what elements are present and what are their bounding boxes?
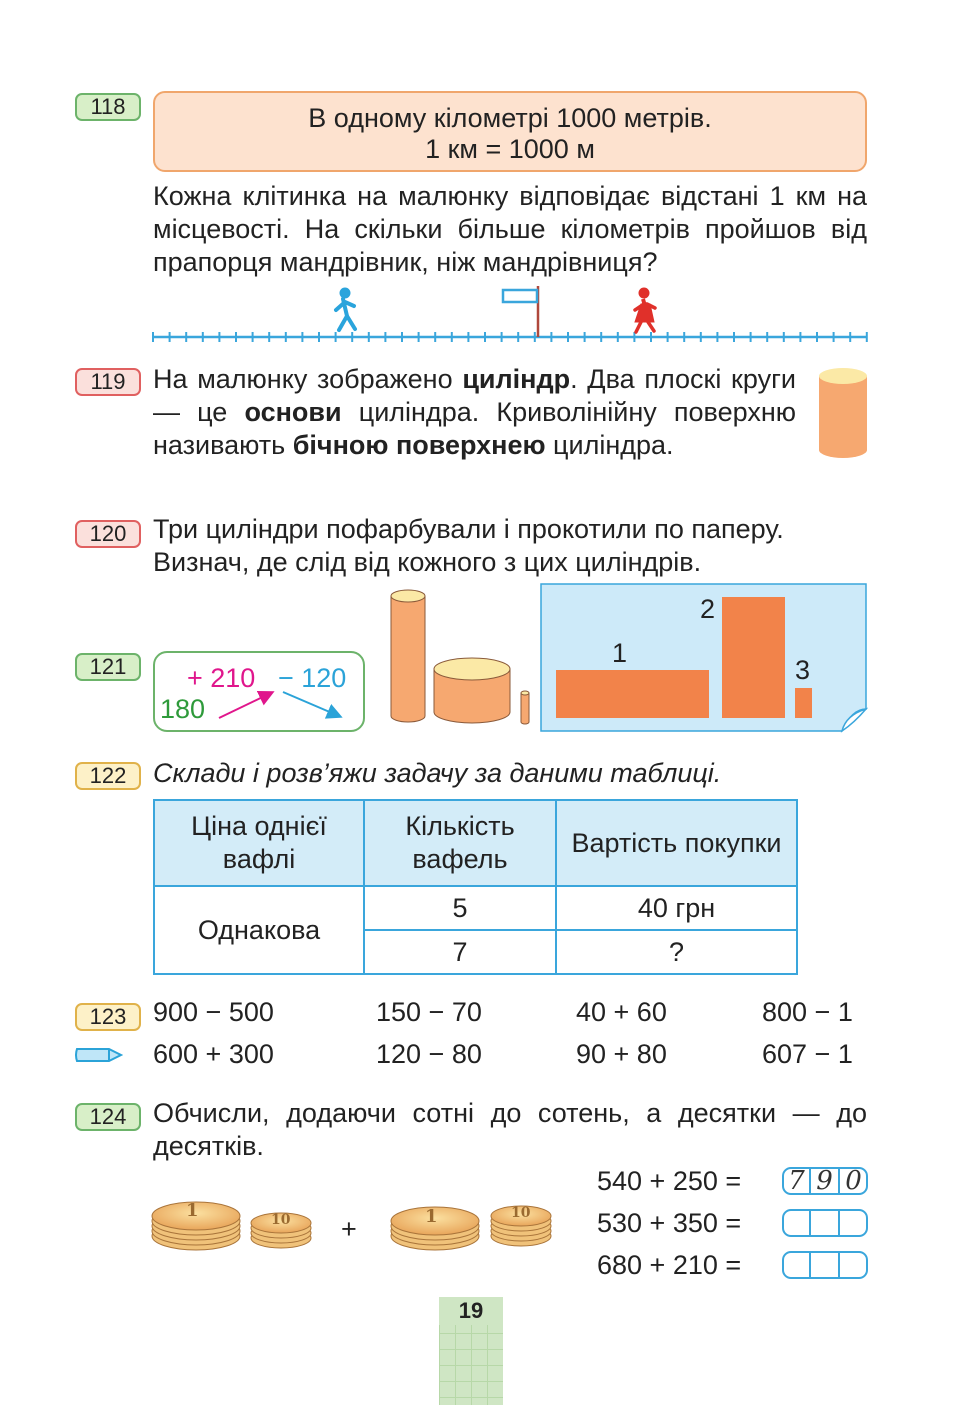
exercise-number-118: 118 [75,93,141,121]
flag-icon [503,286,538,337]
boy-traveler-icon [336,288,355,330]
answer-box-2[interactable] [782,1209,868,1237]
expr-1-1: 900 − 500 [153,997,274,1027]
number-line-figure [150,282,872,348]
tall-cylinder-icon [391,590,425,722]
cell-cost-1: 40 грн [556,886,797,930]
info-line-1: В одному кілометрі 1000 метрів. [308,103,712,133]
page-number-block [439,1297,503,1405]
trace-label-2: 2 [700,594,716,624]
coin-label-tens-1: 10 [271,1212,291,1228]
trace-3 [795,688,812,718]
exercise-122-italic: Склади і розв’яжи задачу за даними таблиці. [153,758,722,788]
wide-cylinder-icon [434,658,510,723]
equation-3: 680 + 210 = [597,1250,742,1280]
text-part: циліндра. [545,430,674,460]
cell-quantity-2: 7 [364,930,556,974]
expr-1-2: 150 − 70 [376,997,482,1027]
cylinder-illustration [816,366,870,462]
trace-label-1: 1 [612,638,628,668]
exercise-124-text: Обчисли, додаючи сотні до сотень, а десятки — до десятків. [153,1098,867,1161]
coins-plus-sign: + [341,1214,357,1244]
answer-digit-2: 9 [816,1166,833,1196]
coin-label-hundreds-1: 1 [186,1200,199,1221]
chain-op-1: + 210 [187,663,256,693]
header-cost: Вартість покупки [556,800,797,886]
term-bases: основи [244,397,342,427]
answer-box-3[interactable] [782,1251,868,1279]
expr-1-4: 800 − 1 [762,997,853,1027]
pencil-icon [75,1045,123,1065]
exercise-number-122: 122 [75,762,141,790]
header-quantity: Кількість вафель [364,800,556,886]
cell-quantity-1: 5 [364,886,556,930]
arrow-minus [283,692,339,716]
page-number: 19 [439,1297,503,1325]
trace-label-3: 3 [795,655,811,685]
chain-op-2: − 120 [278,663,347,693]
header-price: Ціна однієї вафлі [154,800,364,886]
answer-digit-3: 0 [845,1166,862,1196]
text-part: циліндра. Криволінійну поверхню називають [153,397,796,460]
exercise-122-text [153,757,867,790]
equation-2: 530 + 350 = [597,1208,742,1238]
expr-2-1: 600 + 300 [153,1039,274,1069]
exercise-number-120: 120 [75,520,141,548]
girl-traveler-icon [635,288,655,332]
exercise-120-text: Три циліндри пофарбували і прокотили по паперу. Визнач, де слід від кожного з цих циліндрів. [153,514,784,577]
exercise-number-123: 123 [75,1003,141,1031]
thin-cylinder-icon [521,691,529,724]
waffle-table [153,799,798,975]
exercise-118-text: Кожна клітинка на малюнку відповідає відстані 1 км на місцевості. На скільки більше кілометрів пройшов від прапорця мандрівник, ніж мандрівниця? [153,181,867,277]
cell-price: Однакова [154,886,364,974]
trace-1 [556,670,709,718]
answer-digit-1: 7 [788,1166,805,1196]
equation-1: 540 + 250 = [597,1166,742,1196]
answer-box-3-divider [809,1253,811,1277]
text-part: На малюнку зображено [153,364,463,394]
expr-2-4: 607 − 1 [762,1039,853,1069]
info-line-2: 1 км = 1000 м [425,134,595,164]
term-cylinder: циліндр [462,364,571,394]
three-cylinders [386,586,536,726]
answer-box-2-divider [809,1211,811,1235]
exercise-number-121: 121 [75,653,141,681]
chain-start: 180 [160,694,206,724]
expr-2-2: 120 − 80 [376,1039,482,1069]
text-part: . Два плоскі круги — це [153,364,796,427]
chain-arrows [215,688,350,722]
exercise-119-text [153,363,796,462]
expr-1-3: 40 + 60 [576,997,667,1027]
answer-box-3-divider [838,1253,840,1277]
coin-label-hundreds-2: 1 [425,1206,438,1227]
cell-cost-2: ? [556,930,797,974]
trace-2 [722,597,785,718]
info-box [153,91,867,172]
exercise-number-119: 119 [75,368,141,396]
exercise-number-124: 124 [75,1103,141,1131]
arrow-plus [219,693,271,718]
coin-label-tens-2: 10 [511,1205,531,1221]
expr-2-3: 90 + 80 [576,1039,667,1069]
term-lateral-surface: бічною поверхнею [292,430,546,460]
answer-box-2-divider [838,1211,840,1235]
